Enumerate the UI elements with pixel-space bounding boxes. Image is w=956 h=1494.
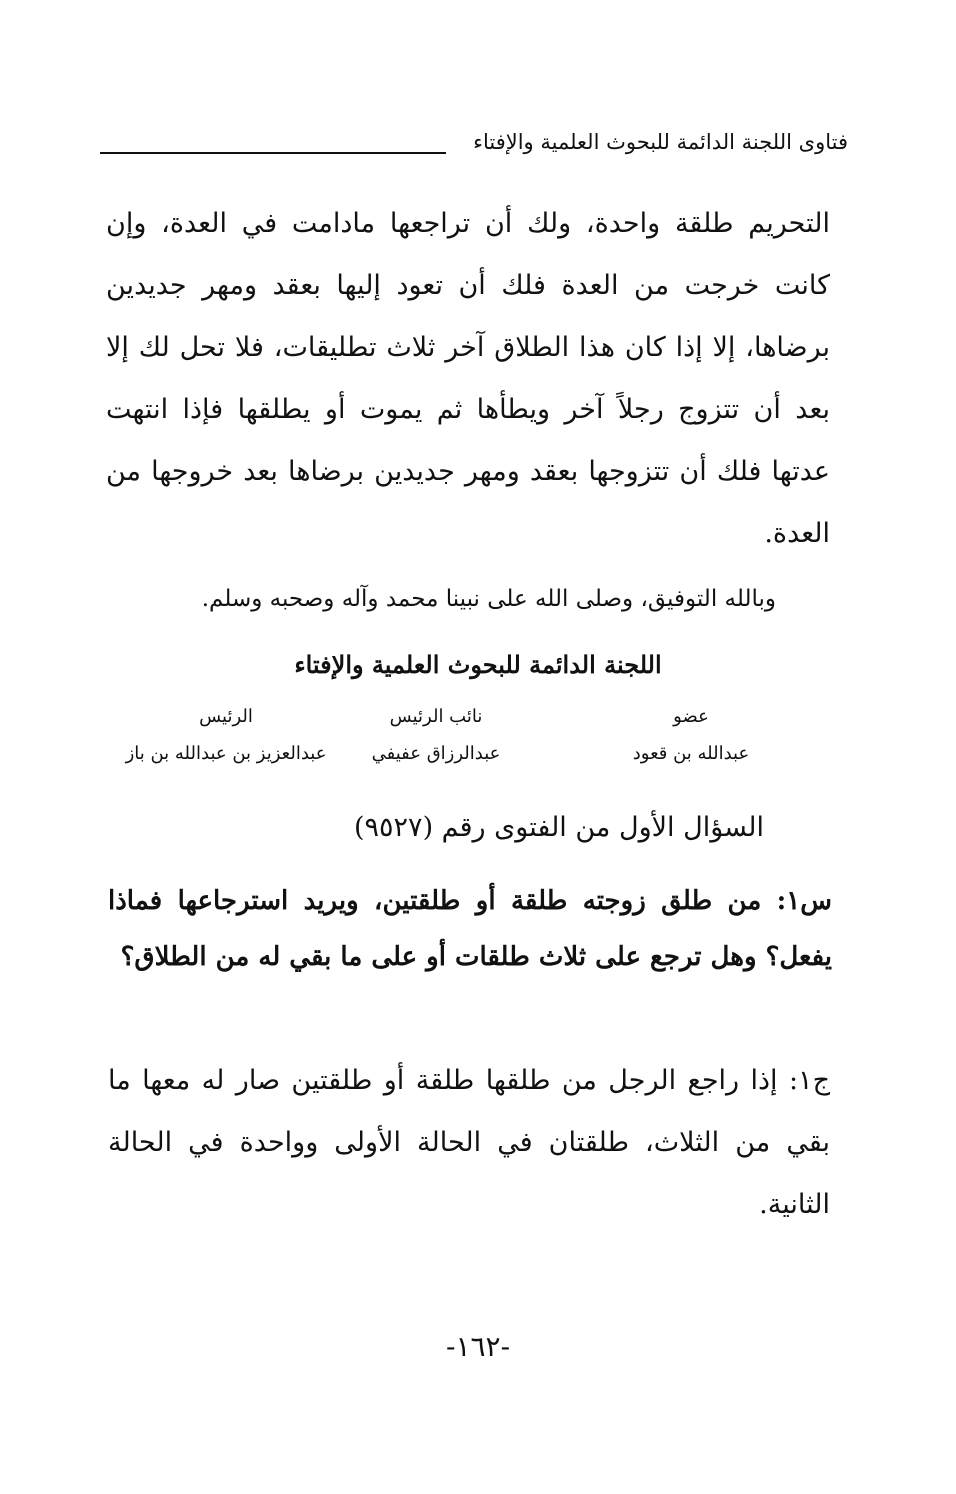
signature-name: عبدالله بن قعود bbox=[632, 743, 750, 764]
signature-member bbox=[596, 700, 786, 774]
closing-formula: وبالله التوفيق، وصلى الله على نبينا محمد وآله وصحبه وسلم. bbox=[201, 586, 776, 612]
signature-role: عضو bbox=[673, 706, 709, 727]
fatwa-heading: السؤال الأول من الفتوى رقم (٩٥٢٧) bbox=[354, 812, 764, 843]
signature-block bbox=[125, 700, 776, 780]
signature-vice-president bbox=[336, 700, 536, 774]
running-header-title: فتاوى اللجنة الدائمة للبحوث العلمية والإفتاء bbox=[473, 130, 848, 154]
signature-president bbox=[116, 700, 336, 774]
page-header bbox=[100, 122, 848, 166]
committee-title: اللجنة الدائمة للبحوث العلمية والإفتاء bbox=[294, 650, 662, 679]
body-paragraph: التحريم طلقة واحدة، ولك أن تراجعها مادامت في العدة، وإن كانت خرجت من العدة فلك أن تعود إليها بعقد ومهر جديدين برضاها، إلا إذا كان هذا الطلاق آخر ثلاث تطليقات، فلا تحل لك إلا بعد أن تتزوج رجلاً آخر ويطأها ثم يموت أو يطلقها فإذا انتهت عدتها فلك أن تتزوجها بعقد ومهر جديدين برضاها بعد خروجها من العدة. bbox=[106, 208, 830, 549]
signature-name: عبدالرزاق عفيفي bbox=[371, 743, 501, 764]
fatwa-question: س١: من طلق زوجته طلقة أو طلقتين، ويريد استرجاعها فماذا يفعل؟ وهل ترجع على ثلاث طلقات أو على ما بقي له من الطلاق؟ bbox=[108, 886, 832, 972]
signature-name: عبدالعزيز بن عبدالله بن باز bbox=[125, 743, 327, 764]
header-rule bbox=[100, 152, 446, 154]
page-number: -١٦٢- bbox=[445, 1330, 511, 1363]
fatwa-answer: ج١: إذا راجع الرجل من طلقها طلقة أو طلقتين صار له معها ما بقي من الثلاث، طلقتان في الحالة الأولى وواحدة في الحالة الثانية. bbox=[108, 1065, 830, 1220]
signature-role: الرئيس bbox=[199, 706, 253, 727]
signature-role: نائب الرئيس bbox=[389, 706, 483, 727]
